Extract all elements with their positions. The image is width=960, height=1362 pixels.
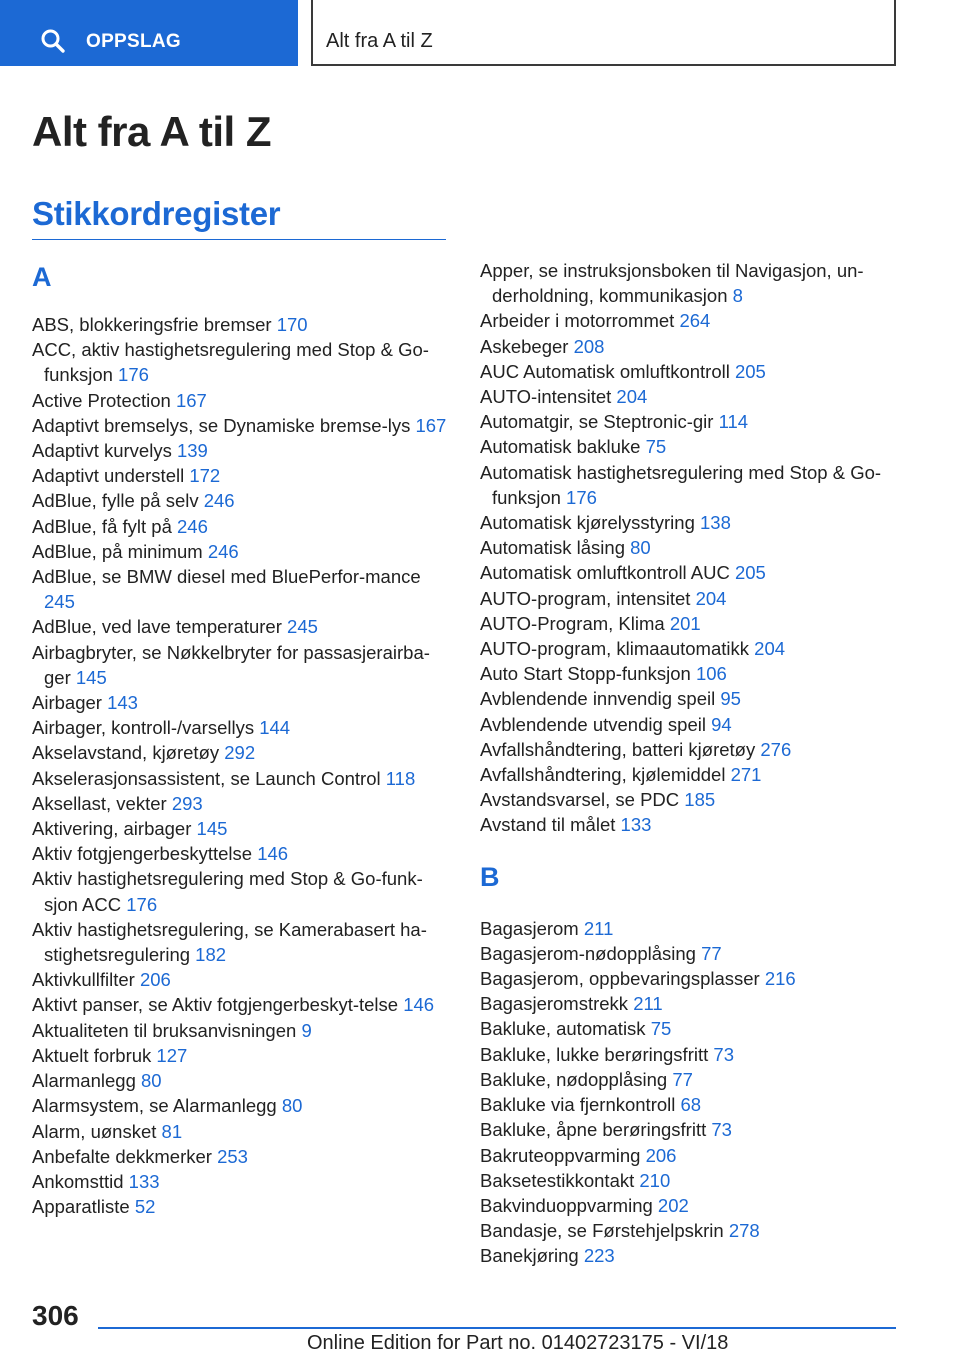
index-entry-text: AdBlue, på minimum: [32, 540, 203, 562]
index-entry-text: Anbefalte dekkmerker: [32, 1145, 212, 1167]
index-entry: [480, 1218, 900, 1243]
index-entry: [480, 1243, 900, 1268]
page-link[interactable]: 246: [207, 540, 239, 562]
index-entry: [480, 762, 900, 787]
index-entry: [32, 1068, 448, 1093]
index-entry: [480, 686, 900, 711]
index-entry: [32, 1018, 448, 1043]
page-link[interactable]: 106: [695, 663, 727, 685]
page-link[interactable]: 8: [732, 285, 743, 307]
page-link[interactable]: 170: [276, 314, 308, 335]
index-entry-text: Automatisk hastighetsregulering med Stop & Go-funksjon: [480, 461, 882, 508]
index-entry: [480, 1042, 900, 1067]
index-entry: [32, 917, 448, 967]
page-link[interactable]: 216: [764, 968, 796, 990]
index-entry: [32, 766, 448, 791]
index-list-left: [32, 312, 448, 1219]
index-entry: [480, 1193, 900, 1218]
index-entry-text: Automatisk kjørelysstyring: [480, 512, 695, 534]
page-link[interactable]: 133: [620, 814, 652, 836]
index-entry-text: Automatisk låsing: [480, 537, 625, 559]
index-entry: [480, 991, 900, 1016]
page-link[interactable]: 81: [161, 1120, 183, 1142]
page-link[interactable]: 75: [650, 1018, 672, 1040]
page-link[interactable]: 182: [195, 944, 227, 966]
index-entry: [480, 941, 900, 966]
page-link[interactable]: 138: [700, 512, 731, 534]
index-entry-text: Active Protection: [32, 389, 171, 411]
index-list-right-b: [480, 916, 900, 1269]
index-letter-a: A: [32, 262, 52, 292]
index-entry-text: AdBlue, få fylt på: [32, 515, 172, 537]
index-entry: [480, 966, 900, 991]
index-entry-text: Avstandsvarsel, se PDC: [480, 789, 680, 811]
index-entry: [480, 787, 900, 812]
footer-edition: Online Edition for Part no. 01402723175 - VI/18: [307, 1332, 729, 1354]
index-entry-text: AdBlue, se BMW diesel med BluePerfor-mance: [32, 566, 421, 588]
page-link[interactable]: 204: [695, 587, 727, 609]
page-link[interactable]: 145: [75, 666, 107, 688]
index-entry: [32, 488, 448, 513]
page-link[interactable]: 278: [728, 1220, 760, 1242]
index-entry-text: Avstand til målet: [480, 814, 616, 836]
index-entry: [480, 409, 900, 434]
index-entry: [480, 258, 900, 308]
index-entry-text: ACC, aktiv hastighetsregulering med Stop & Go-funksjon: [32, 339, 429, 386]
index-entry-text: Aktivkullfilter: [32, 969, 135, 991]
index-entry-text: Bagasjerom, oppbevaringsplasser: [480, 968, 760, 990]
page-link[interactable]: 94: [711, 713, 732, 735]
page-link[interactable]: 210: [639, 1169, 671, 1191]
index-entry-text: Alarmsystem, se Alarmanlegg: [32, 1095, 277, 1117]
page-link[interactable]: 146: [257, 843, 289, 865]
index-entry-text: Bakluke via fjernkontroll: [480, 1094, 676, 1116]
index-entry: [32, 640, 448, 690]
index-entry: [32, 841, 448, 866]
page-link[interactable]: 144: [259, 717, 291, 739]
index-entry: [32, 1043, 448, 1068]
page-link[interactable]: 95: [720, 688, 741, 710]
page-link[interactable]: 52: [134, 1196, 156, 1218]
page-link[interactable]: 77: [701, 942, 722, 964]
index-entry-text: Automatgir, se Steptronic-gir: [480, 411, 714, 433]
index-entry-text: Adaptivt understell: [32, 465, 185, 487]
page-link[interactable]: 80: [630, 537, 651, 559]
page-link[interactable]: 253: [217, 1145, 248, 1167]
index-entry-text: Aktiv hastighetsregulering, se Kamerabasert ha-stighetsregulering: [32, 918, 427, 966]
page-link[interactable]: 172: [189, 465, 221, 487]
index-entry-text: AUTO-intensitet: [480, 386, 612, 408]
page-link[interactable]: 264: [679, 310, 711, 332]
page-link[interactable]: 204: [754, 638, 786, 660]
index-entry: [32, 413, 448, 438]
page-link[interactable]: 127: [156, 1044, 188, 1066]
page-link[interactable]: 73: [713, 1043, 734, 1065]
index-entry-text: Aktivt panser, se Aktiv fotgjengerbeskyt-telse: [32, 994, 399, 1016]
page-link[interactable]: 176: [118, 364, 149, 386]
index-entry-text: Avblendende utvendig speil: [480, 713, 706, 735]
index-entry: [480, 712, 900, 737]
index-list-right-a: [480, 258, 900, 838]
tab-oppslag[interactable]: [0, 0, 298, 66]
page-link[interactable]: 206: [139, 969, 171, 991]
page-number: 306: [32, 1300, 79, 1331]
index-letter-b: B: [480, 861, 500, 892]
page-link[interactable]: 167: [175, 389, 207, 411]
index-entry: [480, 384, 900, 409]
index-entry-text: Bakluke, nødopplåsing: [480, 1068, 668, 1090]
index-entry: [480, 560, 900, 585]
index-entry-text: Airbager: [32, 692, 102, 714]
footer-divider: [98, 1327, 896, 1329]
page-link[interactable]: 9: [301, 1019, 312, 1041]
page-link[interactable]: 201: [669, 612, 701, 634]
index-entry: [32, 866, 448, 916]
index-entry-text: Airbager, kontroll-/varsellys: [32, 717, 255, 739]
index-entry: [32, 463, 448, 488]
index-entry-text: Bakluke, lukke berøringsfritt: [480, 1043, 709, 1065]
index-entry-text: AUTO-Program, Klima: [480, 612, 665, 634]
index-entry-text: Apper, se instruksjonsboken til Navigasjon, un-derholdning, kommunikasjon: [480, 260, 864, 307]
index-entry-text: Aktualiteten til bruksanvisningen: [32, 1019, 297, 1041]
page-link[interactable]: 176: [566, 486, 597, 508]
page-link[interactable]: 73: [711, 1119, 732, 1141]
index-entry-text: Aktuelt forbruk: [32, 1044, 152, 1066]
page-link[interactable]: 223: [583, 1245, 615, 1267]
index-entry: [480, 1143, 900, 1168]
index-entry-text: Aktiv hastighetsregulering med Stop & Go-funk-sjon ACC: [32, 868, 423, 915]
index-entry: [32, 388, 448, 413]
page-link[interactable]: 80: [281, 1095, 303, 1117]
index-entry-text: Askebeger: [480, 335, 569, 357]
index-entry: [480, 586, 900, 611]
index-entry-text: AdBlue, ved lave temperaturer: [32, 616, 282, 638]
search-icon: [40, 28, 66, 54]
page-link[interactable]: 211: [583, 917, 614, 939]
index-entry-text: Apparatliste: [32, 1196, 130, 1218]
page-link[interactable]: 133: [128, 1170, 160, 1192]
page-link[interactable]: 245: [287, 616, 318, 638]
index-entry-text: Akselavstand, kjøretøy: [32, 742, 220, 764]
index-entry-text: Bakluke, åpne berøringsfritt: [480, 1119, 707, 1141]
index-entry-text: AUTO-program, klimaautomatikk: [480, 638, 750, 660]
index-entry: [480, 916, 900, 941]
index-entry: [480, 359, 900, 384]
page-link[interactable]: 143: [107, 692, 138, 714]
section-title: Stikkordregister: [32, 195, 281, 232]
index-entry: [32, 1194, 448, 1219]
tab-oppslag-label: OPPSLAG: [86, 31, 182, 52]
index-entry: [32, 1144, 448, 1169]
page-link[interactable]: 68: [680, 1094, 702, 1116]
index-entry: [480, 1016, 900, 1041]
index-entry-text: Aktiv fotgjengerbeskyttelse: [32, 843, 253, 865]
index-entry: [480, 1117, 900, 1142]
index-entry-text: Baksetestikkontakt: [480, 1169, 635, 1191]
index-entry: [32, 992, 448, 1017]
index-entry-text: Ankomsttid: [32, 1170, 124, 1192]
page-link[interactable]: 205: [734, 360, 766, 382]
index-column-right: [480, 258, 900, 1269]
page-link[interactable]: 118: [385, 767, 416, 789]
index-entry: [480, 737, 900, 762]
page-link[interactable]: 276: [760, 738, 792, 760]
page-link[interactable]: 185: [684, 789, 716, 811]
index-entry: [480, 334, 900, 359]
page-link[interactable]: 211: [633, 993, 663, 1015]
index-entry: [480, 1067, 900, 1092]
page-link[interactable]: 139: [176, 440, 208, 462]
index-entry: [32, 791, 448, 816]
page-link[interactable]: 145: [196, 818, 228, 840]
index-entry: [32, 690, 448, 715]
index-entry: [32, 967, 448, 992]
index-entry-text: ABS, blokkeringsfrie bremser: [32, 314, 272, 335]
index-entry-text: Adaptivt bremselys, se Dynamiske bremse-lys: [32, 414, 411, 436]
page-link[interactable]: 202: [657, 1194, 689, 1216]
index-entry: [32, 514, 448, 539]
index-entry-text: Alarmanlegg: [32, 1070, 136, 1092]
index-entry-text: Alarm, uønsket: [32, 1120, 157, 1142]
index-entry: [480, 1092, 900, 1117]
page-link[interactable]: 77: [672, 1068, 693, 1090]
breadcrumb-label: Alt fra A til Z: [326, 30, 433, 52]
page-link[interactable]: 205: [734, 562, 766, 584]
index-entry: [480, 636, 900, 661]
index-entry-text: Airbagbryter, se Nøkkelbryter for passasjerairba-ger: [32, 641, 430, 688]
index-entry-text: Bagasjerom: [480, 917, 579, 939]
index-entry: [32, 1119, 448, 1144]
page-link[interactable]: 271: [730, 764, 762, 786]
index-entry: [480, 460, 900, 510]
section-divider: [32, 239, 446, 240]
index-entry: [480, 308, 900, 333]
index-entry-text: Bagasjeromstrekk: [480, 993, 629, 1015]
index-entry-text: Avblendende innvendig speil: [480, 688, 716, 710]
index-entry-text: Aksellast, vekter: [32, 792, 167, 814]
index-entry: [32, 438, 448, 463]
index-entry: [32, 337, 448, 387]
index-entry: [480, 611, 900, 636]
index-entry: [32, 614, 448, 639]
index-entry: [480, 1168, 900, 1193]
index-entry-text: AdBlue, fylle på selv: [32, 490, 199, 512]
index-entry-text: Bakruteoppvarming: [480, 1144, 641, 1166]
index-entry-text: Bakvinduoppvarming: [480, 1194, 653, 1216]
index-entry-text: Avfallshåndtering, batteri kjøretøy: [480, 738, 756, 760]
index-entry: [480, 661, 900, 686]
page-link[interactable]: 146: [403, 994, 435, 1016]
page-link[interactable]: 204: [616, 386, 648, 408]
index-entry: [480, 510, 900, 535]
index-entry-text: Arbeider i motorrommet: [480, 310, 675, 332]
page-link[interactable]: 206: [645, 1144, 677, 1166]
breadcrumb: [311, 0, 896, 66]
index-entry: [32, 312, 448, 337]
page-link[interactable]: 208: [573, 335, 605, 357]
page-link[interactable]: 176: [126, 893, 158, 915]
page-link[interactable]: 245: [44, 591, 75, 613]
index-entry: [32, 816, 448, 841]
index-entry-text: Bandasje, se Førstehjelpskrin: [480, 1220, 724, 1242]
index-entry-text: Aktivering, airbager: [32, 818, 192, 840]
page-link[interactable]: 80: [141, 1070, 162, 1092]
index-entry: [32, 715, 448, 740]
index-entry-text: Akselerasjonsassistent, se Launch Control: [32, 767, 381, 789]
page-link[interactable]: 246: [203, 490, 235, 512]
index-entry-text: AUTO-program, intensitet: [480, 587, 691, 609]
page-link[interactable]: 292: [224, 742, 256, 764]
index-entry-text: Adaptivt kurvelys: [32, 440, 172, 462]
index-entry-text: Avfallshåndtering, kjølemiddel: [480, 764, 726, 786]
index-entry: [32, 740, 448, 765]
index-entry-text: Banekjøring: [480, 1245, 579, 1267]
index-entry-text: Automatisk bakluke: [480, 436, 641, 458]
index-column-left: [32, 258, 448, 1219]
index-entry: [480, 535, 900, 560]
index-entry-text: Bagasjerom-nødopplåsing: [480, 942, 696, 964]
index-entry: [32, 1093, 448, 1118]
index-entry-text: Bakluke, automatisk: [480, 1018, 646, 1040]
page-link[interactable]: 114: [718, 411, 749, 433]
index-entry: [480, 812, 900, 837]
index-entry: [32, 1169, 448, 1194]
index-entry-text: Automatisk omluftkontroll AUC: [480, 562, 730, 584]
index-entry-text: Auto Start Stopp-funksjon: [480, 663, 691, 685]
index-entry: [32, 539, 448, 564]
index-entry: [32, 564, 448, 614]
page-link[interactable]: 167: [415, 414, 447, 436]
page-link[interactable]: 293: [171, 792, 203, 814]
page-title: Alt fra A til Z: [32, 108, 272, 155]
index-entry-text: AUC Automatisk omluftkontroll: [480, 360, 730, 382]
page-link[interactable]: 75: [645, 436, 667, 458]
index-entry: [480, 434, 900, 459]
page-link[interactable]: 246: [177, 515, 208, 537]
